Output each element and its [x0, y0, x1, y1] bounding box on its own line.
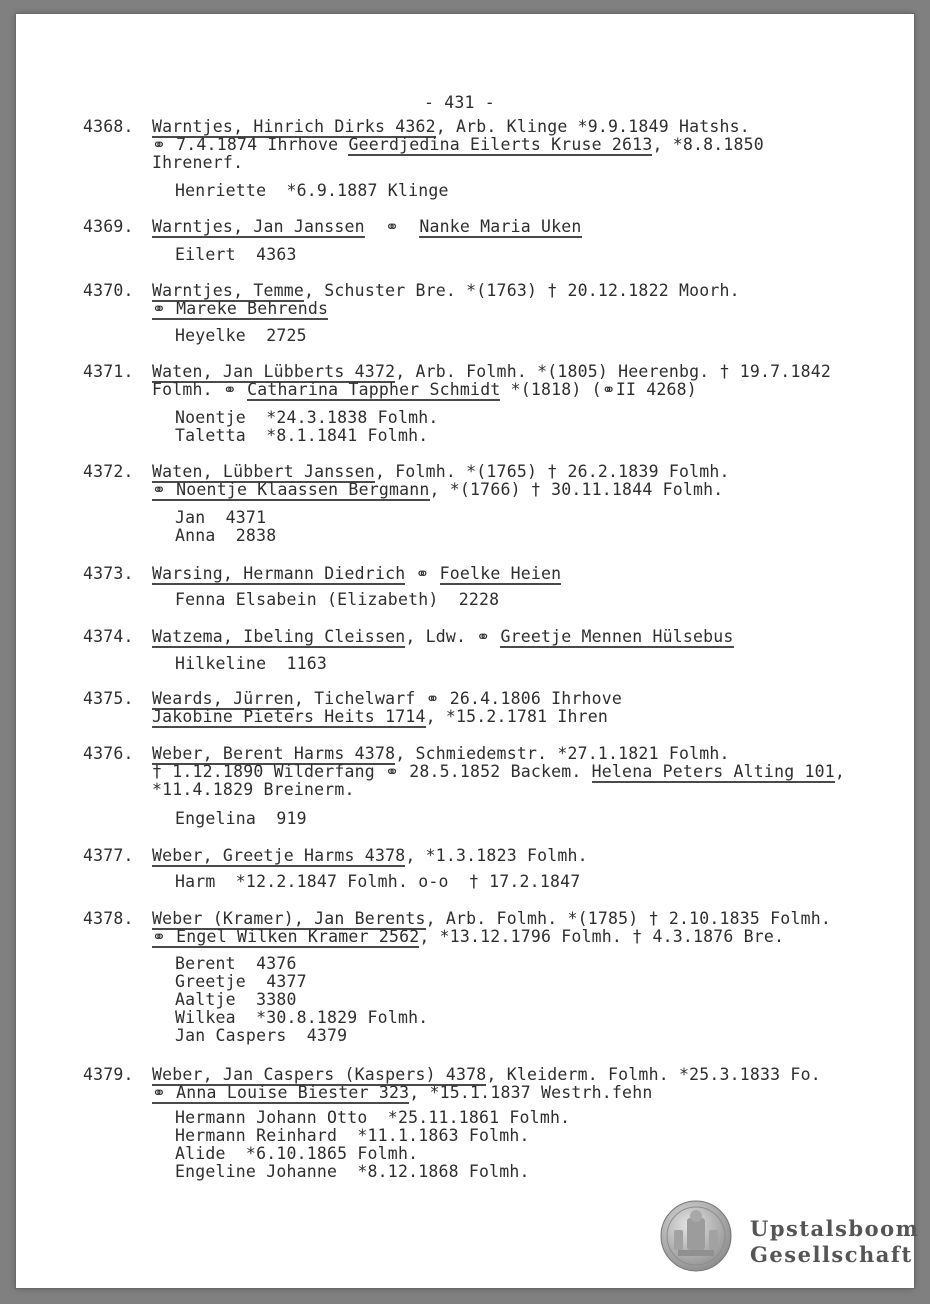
brand-line-1: Upstalsboom	[750, 1216, 920, 1241]
child-entry: Hilkeline 1163	[175, 654, 328, 673]
entry-text: , Arb. Klinge *9.9.1849 Hatshs.	[435, 117, 750, 136]
upstalsboom-seal-icon	[660, 1200, 732, 1272]
child-entry: Hermann Johann Otto *25.11.1861 Folmh.	[175, 1108, 571, 1127]
entry-line	[152, 154, 243, 172]
child-entry: Greetje 4377	[175, 972, 307, 991]
underlined-name: Weber, Greetje Harms 4378	[152, 846, 406, 865]
entry-line	[152, 928, 784, 946]
underlined-name: Warntjes, Jan Janssen	[152, 217, 365, 236]
entry-line	[152, 565, 561, 583]
entry-text: *(1818) (⚭II 4268)	[500, 380, 697, 399]
entry-line	[152, 781, 355, 799]
child-entry: Henriette *6.9.1887 Klinge	[175, 181, 449, 200]
child-entry: Anna 2838	[175, 526, 277, 545]
underlined-name: Foelke Heien	[439, 564, 562, 583]
underlined-name: Warsing, Hermann Diedrich	[152, 564, 406, 583]
child-entry: Jan 4371	[175, 508, 267, 527]
entry-line	[152, 690, 622, 708]
child-entry: Engelina 919	[175, 809, 307, 828]
child-entry: Aaltje 3380	[175, 990, 297, 1009]
underlined-name: Warntjes, Temme	[152, 281, 305, 300]
underlined-name: Weards, Jürren	[152, 689, 294, 708]
entry-line	[152, 463, 730, 481]
entry-text: ,	[834, 762, 846, 781]
entry-text: , Arb. Folmh. *(1785) † 2.10.1835 Folmh.	[425, 909, 831, 928]
entry-number: 4375.	[83, 689, 134, 708]
entry-line	[152, 218, 582, 236]
underlined-name: ⚭ Engel Wilken Kramer 2562	[152, 927, 420, 946]
underlined-name: Watzema, Ibeling Cleissen	[152, 627, 406, 646]
underlined-name: Weber, Jan Caspers (Kaspers) 4378	[152, 1065, 487, 1084]
entry-text: , *(1766) † 30.11.1844 Folmh.	[429, 480, 724, 499]
entry-line	[152, 708, 608, 726]
underlined-name: Jakobine Pieters Heits 1714	[152, 707, 426, 726]
entry-text: , Ldw. ⚭	[405, 627, 501, 646]
brand-line-2: Gesellschaft	[750, 1242, 913, 1267]
underlined-name: Geerdjedina Eilerts Kruse 2613	[348, 135, 653, 154]
entry-text: , Schmiedemstr. *27.1.1821 Folmh.	[395, 744, 730, 763]
entry-number: 4377.	[83, 846, 134, 865]
entry-number: 4376.	[83, 744, 134, 763]
entry-text: , Kleiderm. Folmh. *25.3.1833 Fo.	[486, 1065, 821, 1084]
child-entry: Noentje *24.3.1838 Folmh.	[175, 408, 439, 427]
entry-number: 4378.	[83, 909, 134, 928]
entry-number: 4369.	[83, 217, 134, 236]
underlined-name: Waten, Jan Lübberts 4372	[152, 362, 396, 381]
child-entry: Taletta *8.1.1841 Folmh.	[175, 426, 429, 445]
page-number: - 431 -	[424, 93, 495, 112]
underlined-name: ⚭ Mareke Behrends	[152, 299, 329, 318]
entry-text: *11.4.1829 Breinerm.	[152, 780, 355, 799]
entry-number: 4379.	[83, 1065, 134, 1084]
entry-line	[152, 847, 588, 865]
entry-text: , Tichelwarf ⚭ 26.4.1806 Ihrhove	[293, 689, 623, 708]
entry-number: 4373.	[83, 564, 134, 583]
entry-text: , *15.2.1781 Ihren	[425, 707, 609, 726]
entry-text: , *15.1.1837 Westrh.fehn	[409, 1083, 653, 1102]
entry-number: 4370.	[83, 281, 134, 300]
entry-line	[152, 381, 697, 399]
entry-line	[152, 282, 740, 300]
underlined-name: Weber, Berent Harms 4378	[152, 744, 396, 763]
entry-line	[152, 136, 764, 154]
entry-line	[152, 1066, 821, 1084]
underlined-name: Greetje Mennen Hülsebus	[500, 627, 734, 646]
underlined-name: Catharina Tappher Schmidt	[247, 380, 501, 399]
entry-number: 4368.	[83, 117, 134, 136]
entry-number: 4374.	[83, 627, 134, 646]
entry-text: † 1.12.1890 Wilderfang ⚭ 28.5.1852 Backem.	[152, 762, 592, 781]
entry-text: ⚭	[405, 564, 440, 583]
underlined-name: Nanke Maria Uken	[419, 217, 582, 236]
entry-text: , *1.3.1823 Folmh.	[405, 846, 588, 865]
entry-line	[152, 300, 328, 318]
entry-text: , Folmh. *(1765) † 26.2.1839 Folmh.	[374, 462, 730, 481]
entry-line	[152, 628, 734, 646]
child-entry: Jan Caspers 4379	[175, 1026, 348, 1045]
child-entry: Wilkea *30.8.1829 Folmh.	[175, 1008, 429, 1027]
entry-line	[152, 118, 750, 136]
underlined-name: Weber (Kramer), Jan Berents	[152, 909, 426, 928]
underlined-name: Waten, Lübbert Janssen	[152, 462, 375, 481]
child-entry: Engeline Johanne *8.12.1868 Folmh.	[175, 1162, 530, 1181]
child-entry: Eilert 4363	[175, 245, 297, 264]
child-entry: Alide *6.10.1865 Folmh.	[175, 1144, 419, 1163]
entry-text: ⚭	[364, 217, 420, 236]
entry-text: , Schuster Bre. *(1763) † 20.12.1822 Moorh.	[304, 281, 740, 300]
entry-line	[152, 481, 723, 499]
entry-line	[152, 363, 831, 381]
entry-number: 4371.	[83, 362, 134, 381]
underlined-name: Helena Peters Alting 101	[591, 762, 835, 781]
entry-line	[152, 1084, 652, 1102]
entry-text: Ihrenerf.	[152, 153, 244, 172]
child-entry: Heyelke 2725	[175, 326, 307, 345]
child-entry: Berent 4376	[175, 954, 297, 973]
underlined-name: ⚭ Anna Louise Biester 323	[152, 1083, 410, 1102]
child-entry: Harm *12.2.1847 Folmh. o-o † 17.2.1847	[175, 872, 581, 891]
entry-line	[152, 763, 845, 781]
entry-text: , *13.12.1796 Folmh. † 4.3.1876 Bre.	[419, 927, 785, 946]
entry-number: 4372.	[83, 462, 134, 481]
entry-text: , Arb. Folmh. *(1805) Heerenbg. † 19.7.1842	[395, 362, 831, 381]
underlined-name: Warntjes, Hinrich Dirks 4362	[152, 117, 436, 136]
entry-line	[152, 910, 831, 928]
child-entry: Hermann Reinhard *11.1.1863 Folmh.	[175, 1126, 530, 1145]
underlined-name: ⚭ Noentje Klaassen Bergmann	[152, 480, 430, 499]
child-entry: Fenna Elsabein (Elizabeth) 2228	[175, 590, 500, 609]
entry-text: Folmh. ⚭	[152, 380, 248, 399]
entry-text: , *8.8.1850	[652, 135, 764, 154]
entry-line	[152, 745, 730, 763]
entry-text: ⚭ 7.4.1874 Ihrhove	[152, 135, 349, 154]
